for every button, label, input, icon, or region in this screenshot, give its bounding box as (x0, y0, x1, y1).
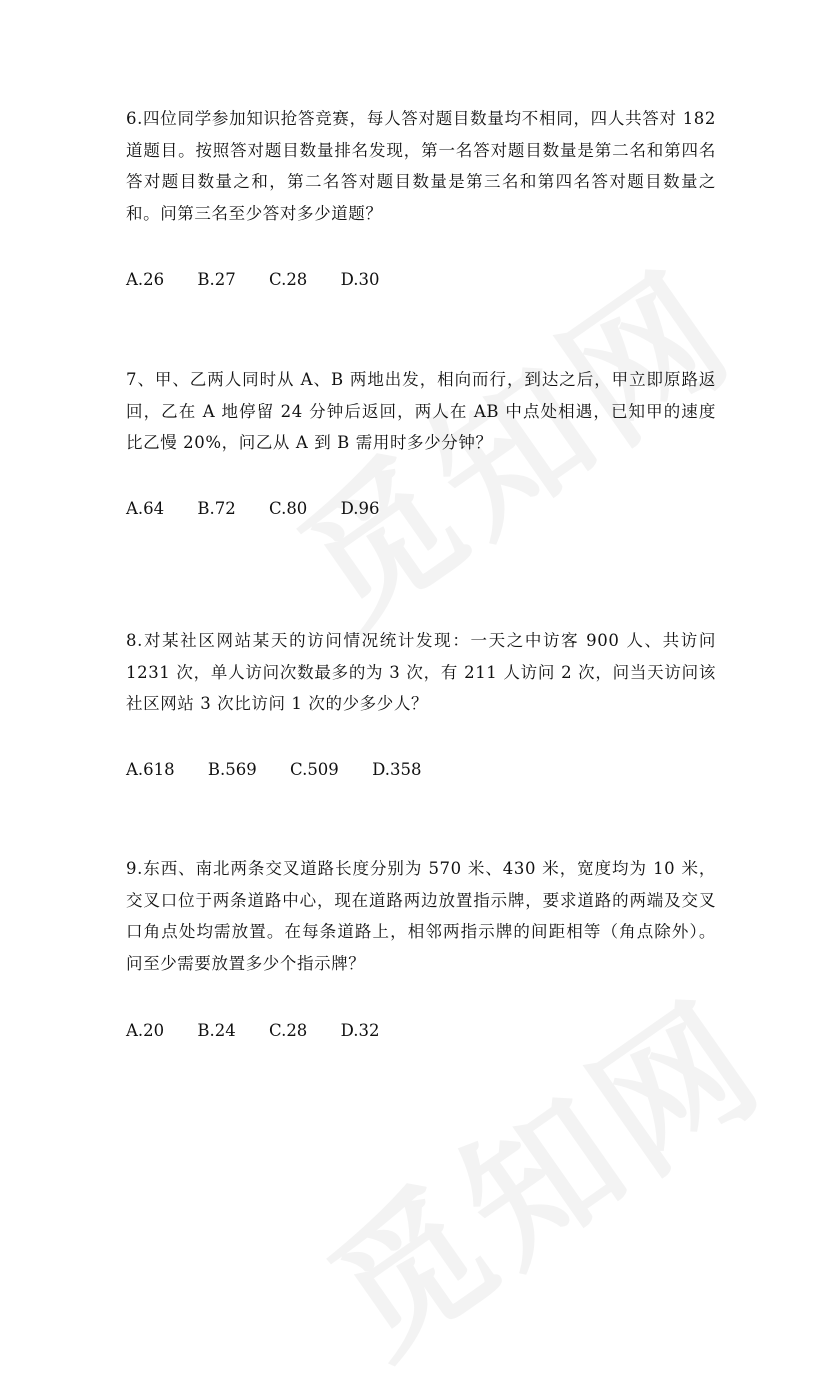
question-9-options (126, 1019, 407, 1043)
question-6-options (126, 268, 407, 292)
option-d: D.358 (372, 760, 422, 779)
option-b: B.569 (207, 760, 257, 779)
question-6-text: 6.四位同学参加知识抢答竞赛，每人答对题目数量均不相同，四人共答对 182 道题目。按照答对题目数量排名发现，第一名答对题目数量是第二名和第四名答对题目数量之和，第二名答对题目数量是第三名和第四名答对题目数量之和。问第三名至少答对多少道题？ (126, 109, 716, 223)
question-9-text: 9.东西、南北两条交叉道路长度分别为 570 米、430 米，宽度均为 10 米，交叉口位于两条道路中心，现在道路两边放置指示牌，要求道路的两端及交叉口角点处均需放置。在每条道路上，相邻两指示牌的间距相等（角点除外）。问至少需要放置多少个指示牌？ (126, 859, 716, 973)
option-b: B.72 (197, 499, 236, 518)
option-a: A.64 (126, 499, 165, 518)
option-a: A.618 (126, 760, 175, 779)
option-d: D.96 (340, 499, 380, 518)
option-d: D.32 (340, 1021, 380, 1040)
option-c: C.28 (269, 270, 308, 289)
question-7-options (126, 497, 407, 521)
option-c: C.509 (290, 760, 339, 779)
option-a: A.26 (126, 270, 165, 289)
option-c: C.80 (269, 499, 308, 518)
question-8-options (126, 758, 449, 782)
question-7-text: 7、甲、乙两人同时从 A、B 两地出发，相向而行，到达之后，甲立即原路返回，乙在 A 地停留 24 分钟后返回，两人在 AB 中点处相遇，已知甲的速度比乙慢 20%，问乙从 A 到 B 需用时多少分钟？ (126, 370, 716, 452)
option-b: B.27 (197, 270, 236, 289)
option-a: A.20 (126, 1021, 165, 1040)
option-c: C.28 (269, 1021, 308, 1040)
watermark (281, 942, 798, 1394)
option-b: B.24 (197, 1021, 236, 1040)
question-8-text: 8.对某社区网站某天的访问情况统计发现：一天之中访客 900 人、共访问 1231 次，单人访问次数最多的为 3 次，有 211 人访问 2 次，问当天访问该社区网站 3 次比访问 1 次的少多少人？ (126, 631, 716, 713)
option-d: D.30 (340, 270, 380, 289)
